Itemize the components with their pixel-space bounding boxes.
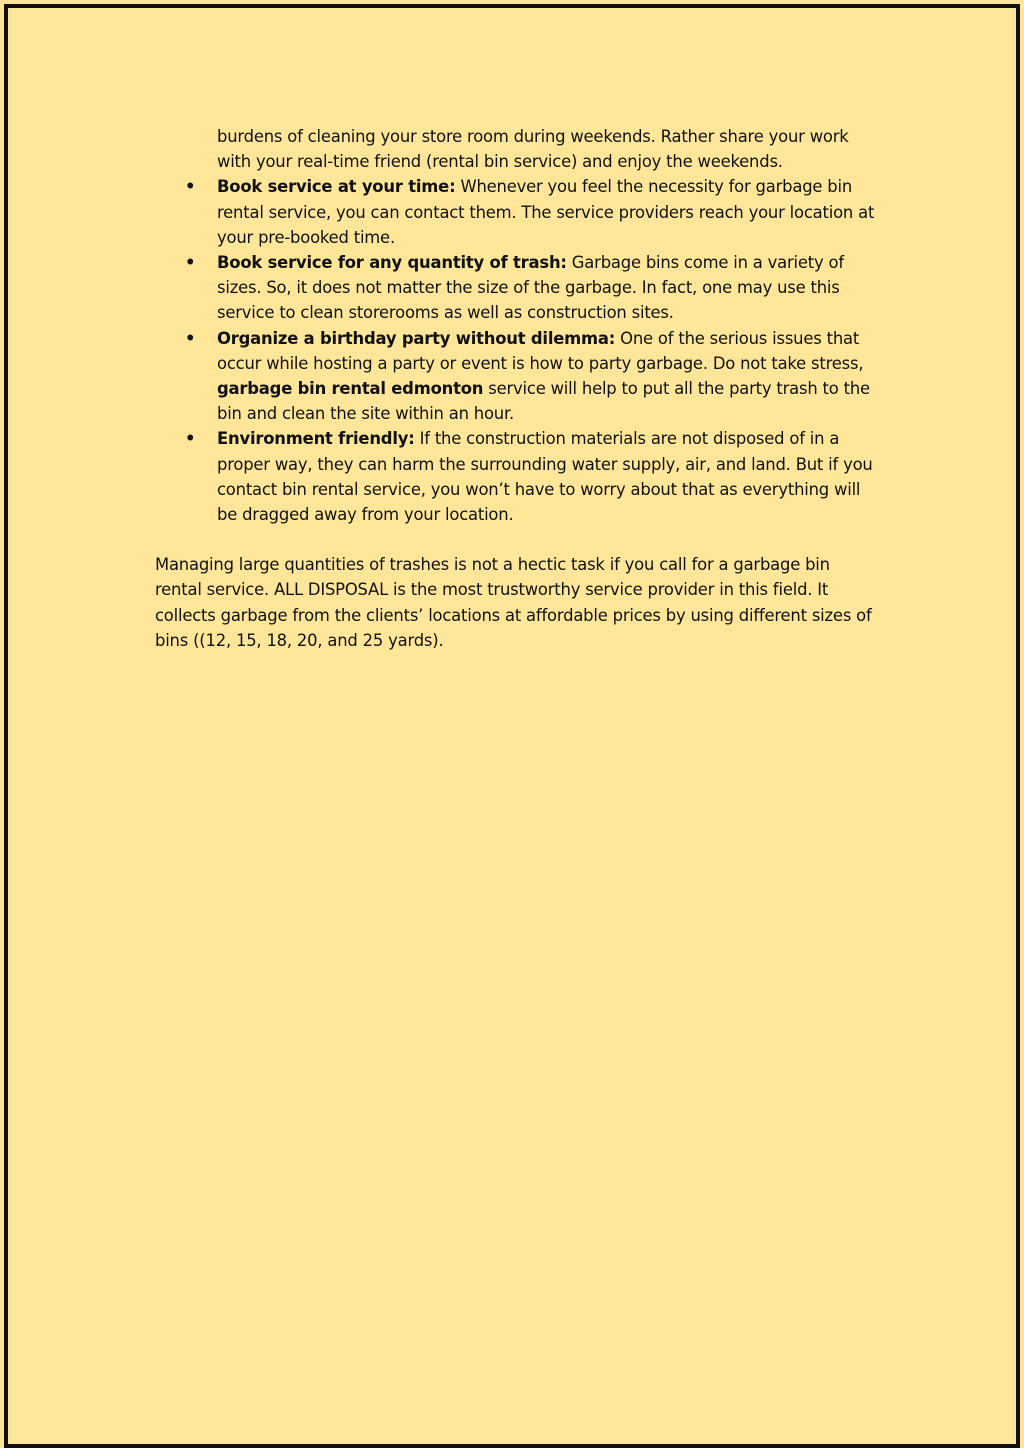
- list-item: [155, 426, 875, 527]
- list-item-text: service will help to put all the party trash to the bin and clean the site within an hour.: [217, 379, 870, 424]
- bullet-icon: •: [185, 429, 196, 449]
- list-item-heading: Organize a birthday party without dilemma:: [217, 328, 616, 348]
- list-item-heading: Environment friendly:: [217, 429, 415, 449]
- bullet-icon: •: [185, 177, 196, 197]
- closing-paragraph: Managing large quantities of trashes is not a hectic task if you call for a garbage bin rental service. ALL DISPOSAL is the most trustworthy service provider in this field. It collects garbage from the clients’ locations at affordable prices by using different sizes of bins ((12, 15, 18, 20, and 25 yards).: [155, 555, 872, 650]
- list-item: [155, 326, 875, 427]
- list-item: [155, 250, 875, 326]
- bullet-icon: •: [185, 328, 196, 348]
- list-item-heading: Book service for any quantity of trash:: [217, 253, 567, 273]
- list-item: [155, 174, 875, 250]
- list-item-text: Garbage bins come in a variety of sizes. So, it does not matter the size of the garbage. In fact, one may use this service to clean storerooms as well as construction sites.: [217, 253, 844, 323]
- list-item-text: One of the serious issues that occur while hosting a party or event is how to party garbage. Do not take stress,: [217, 328, 864, 373]
- document-body: [155, 124, 875, 653]
- list-item-text: If the construction materials are not disposed of in a proper way, they can harm the surrounding water supply, air, and land. But if you contact bin rental service, you won’t have to worry about that as everything will be dragged away from your location.: [217, 429, 873, 525]
- list-item-text: Whenever you feel the necessity for garbage bin rental service, you can contact them. The service providers reach your location at your pre-booked time.: [217, 177, 875, 247]
- keyword-link[interactable]: garbage bin rental edmonton: [217, 379, 484, 399]
- benefits-list: [155, 174, 875, 527]
- bullet-icon: •: [185, 253, 196, 273]
- list-item-heading: Book service at your time:: [217, 177, 456, 197]
- continued-paragraph: burdens of cleaning your store room during weekends. Rather share your work with your real-time friend (rental bin service) and enjoy the weekends.: [217, 127, 849, 172]
